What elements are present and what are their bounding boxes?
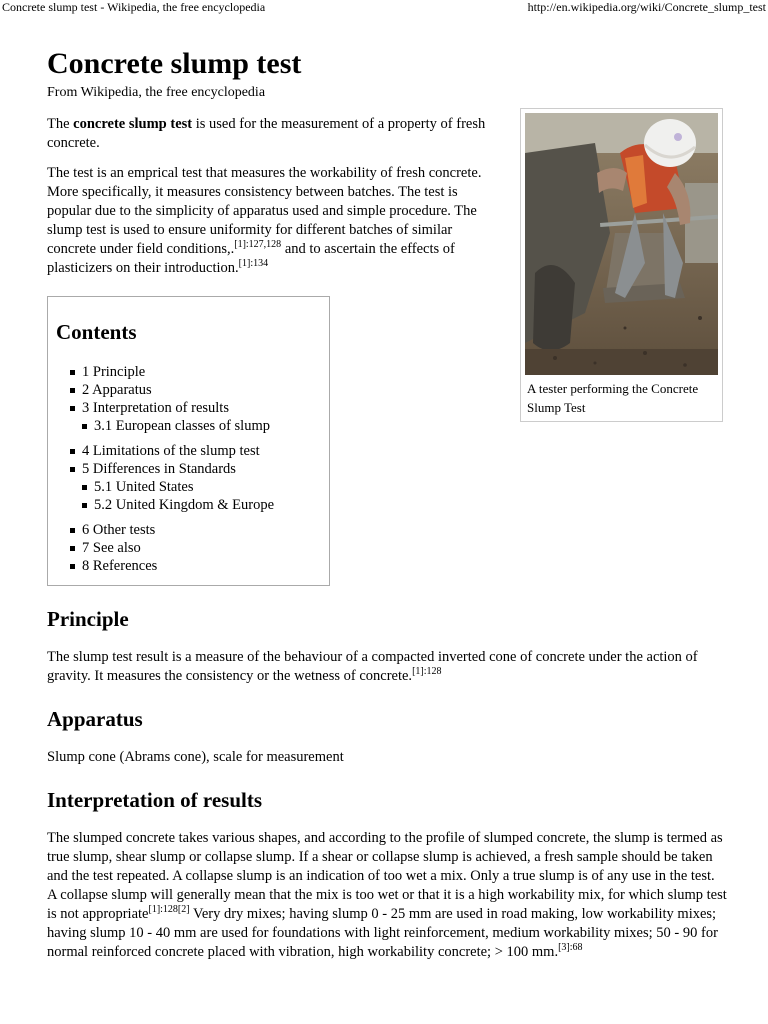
- citation-ref[interactable]: [1]:128[2]: [148, 904, 190, 915]
- toc-item-differences[interactable]: 5 Differences in Standards: [82, 460, 329, 478]
- tester-photo[interactable]: [525, 113, 718, 375]
- toc-item-see-also[interactable]: 7 See also: [82, 539, 329, 557]
- page-url[interactable]: http://en.wikipedia.org/wiki/Concrete_slump_test: [527, 0, 766, 14]
- toc-item-limitations[interactable]: 4 Limitations of the slump test: [82, 442, 329, 460]
- section-heading-apparatus: Apparatus: [47, 707, 143, 731]
- toc-item-uk-europe[interactable]: 5.2 United Kingdom & Europe: [94, 496, 329, 514]
- citation-ref[interactable]: [1]:134: [238, 258, 269, 269]
- toc-item-united-states[interactable]: 5.1 United States: [94, 478, 329, 496]
- print-header: [0, 0, 768, 16]
- bold-term: concrete slump test: [73, 116, 193, 132]
- toc-item-principle[interactable]: 1 Principle: [82, 363, 329, 381]
- article: [47, 44, 727, 973]
- article-body: [47, 606, 727, 962]
- section-heading-principle: Principle: [47, 607, 129, 631]
- toc-title: Contents: [56, 320, 137, 344]
- tab-title: Concrete slump test - Wikipedia, the free encyclopedia: [2, 0, 266, 14]
- toc-item-interpretation[interactable]: 3 Interpretation of results: [82, 399, 329, 417]
- interpretation-paragraph: The slumped concrete takes various shapes, and according to the profile of slumped concrete, the slump is termed as true slump, shear slump or collapse slump. If a shear or collapse slump is achieved, a fresh sample should be taken and the test repeated. A collapse slump is an indication of too wet a mix. Only a true slump is of any use in the test. A collapse slump will generally mean that the mix is too wet or that it is a high workability mix, for which slump test is not appropriate[1]:128[2] Very dry mixes; having slump 0 - 25 mm are used in road making, low workability mixes; having slump 10 - 40 mm are used for foundations with light reinforcement, medium workability mixes; 50 - 90 for normal reinforced concrete placed with vibration, high workability concrete; > 100 mm.$^{[3]:68}$: [47, 830, 727, 960]
- principle-paragraph: The slump test result is a measure of the behaviour of a compacted inverted cone of concrete under the action of gravity. It measures the consistency or the wetness of concrete.$^{[1]:128}$: [47, 649, 698, 684]
- thumbnail-figure: [520, 108, 723, 422]
- table-of-contents: [47, 296, 330, 586]
- toc-item-other-tests[interactable]: 6 Other tests: [82, 521, 329, 539]
- section-heading-interpretation: Interpretation of results: [47, 788, 263, 812]
- toc-item-references[interactable]: 8 References: [82, 557, 329, 575]
- intro-paragraph-1: The concrete slump test is used for the measurement of a property of fresh concrete.: [47, 116, 486, 151]
- page-subtitle: From Wikipedia, the free encyclopedia: [47, 85, 266, 100]
- apparatus-paragraph: Slump cone (Abrams cone), scale for measurement: [47, 749, 344, 765]
- citation-ref[interactable]: [1]:127,128: [234, 239, 282, 250]
- page-title: Concrete slump test: [47, 47, 302, 80]
- citation-ref[interactable]: [3]:68: [558, 942, 583, 953]
- toc-item-european-classes[interactable]: 3.1 European classes of slump: [94, 417, 329, 435]
- citation-ref[interactable]: [1]:128: [412, 666, 442, 677]
- thumbnail-caption: A tester performing the Concrete Slump Test: [527, 381, 699, 415]
- toc-item-apparatus[interactable]: 2 Apparatus: [82, 381, 329, 399]
- intro-paragraph-2: The test is an emprical test that measures the workability of fresh concrete. More specifically, it measures consistency between batches. The test is popular due to the simplicity of apparatus used and simple procedure. The slump test is used to ensure uniformity for different batches of similar concrete under field conditions,.$^{[1]:127,128}$ and to ascertain the effects of plasticizers on their introduction.$^{[1]:134}$: [47, 165, 482, 276]
